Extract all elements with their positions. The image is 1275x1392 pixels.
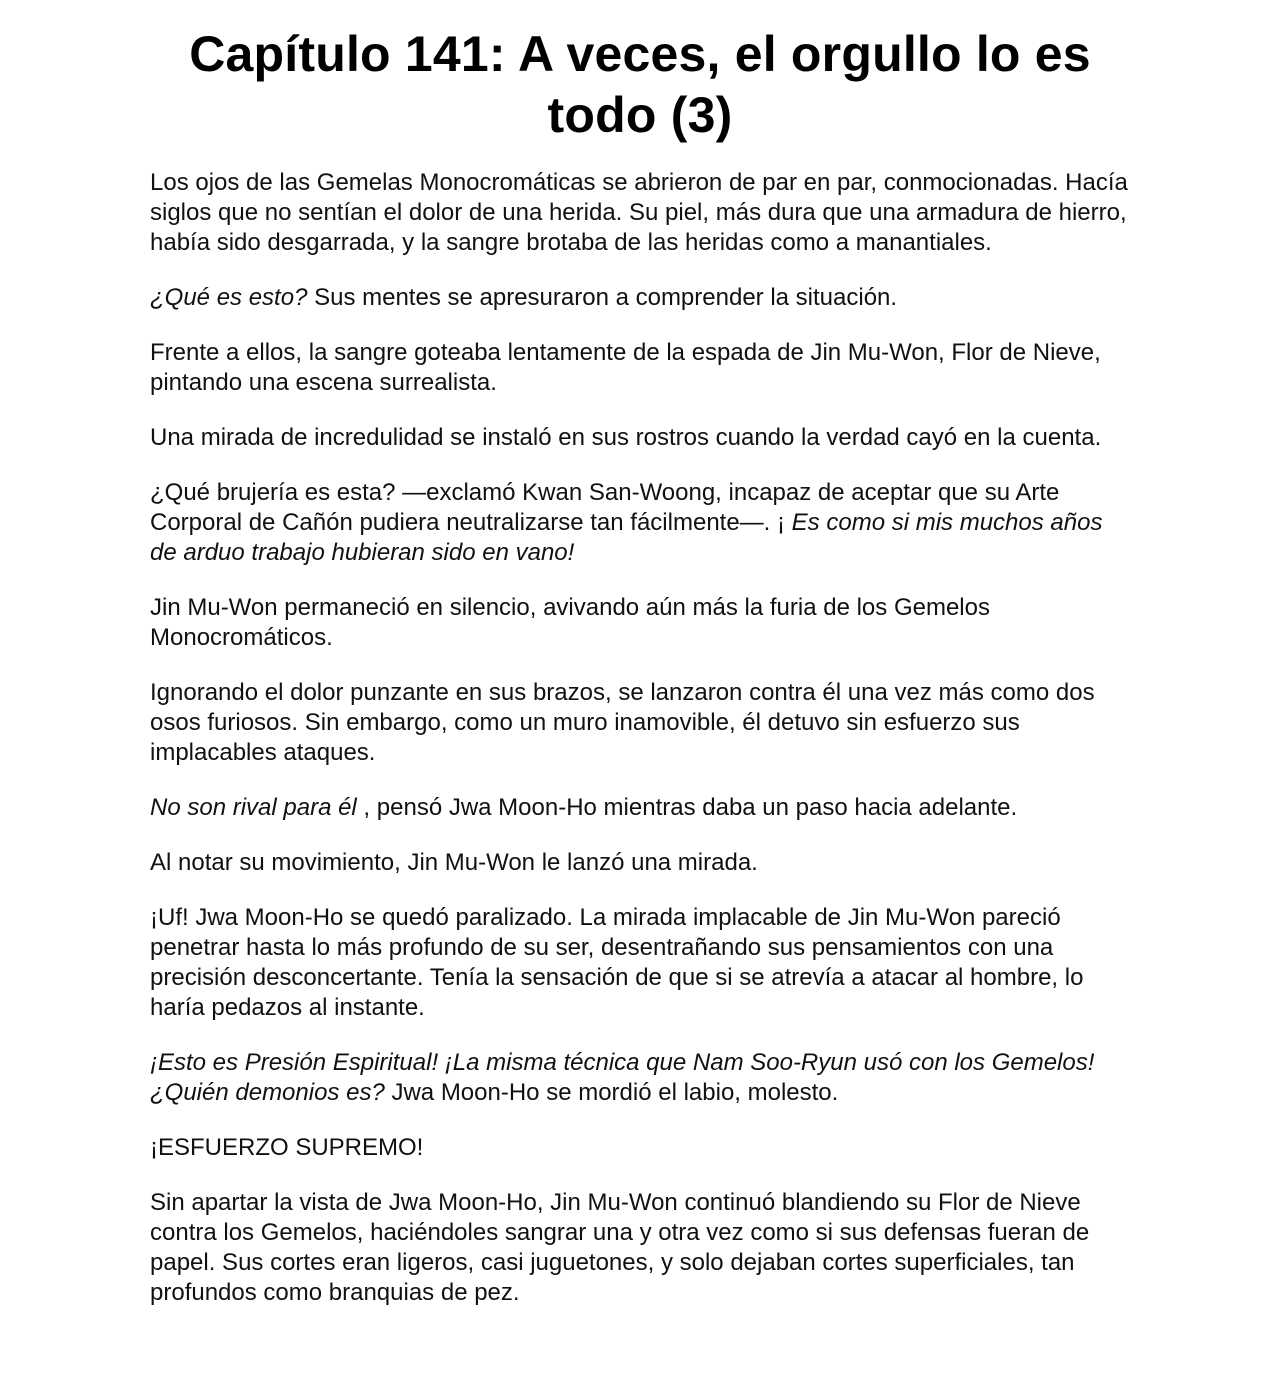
paragraph-5-thought: Es como si mis muchos años de arduo trabajo hubieran sido en vano! xyxy=(150,509,1103,566)
paragraph-11 xyxy=(150,1048,1130,1108)
document-page xyxy=(150,24,1130,1308)
paragraph-2-thought: ¿Qué es esto? xyxy=(150,284,308,311)
paragraph-5-dialogue: ¿Qué brujería es esta? —exclamó Kwan San-Woong, incapaz de aceptar que su Arte Corporal de Cañón pudiera neutralizarse tan fácilmente—. ¡ xyxy=(150,479,1060,536)
paragraph-11-text: Jwa Moon-Ho se mordió el labio, molesto. xyxy=(384,1079,839,1106)
paragraph-4: Una mirada de incredulidad se instaló en sus rostros cuando la verdad cayó en la cuenta. xyxy=(150,424,1102,451)
paragraph-8 xyxy=(150,793,1130,823)
paragraph-2-text: Sus mentes se apresuraron a comprender la situación. xyxy=(307,284,898,311)
paragraph-7: Ignorando el dolor punzante en sus brazos, se lanzaron contra él una vez más como dos osos furiosos. Sin embargo, como un muro inamovible, él detuvo sin esfuerzo sus implacables ataques. xyxy=(150,679,1095,766)
paragraph-8-text: , pensó Jwa Moon-Ho mientras daba un paso hacia adelante. xyxy=(356,794,1018,821)
chapter-title-line-1: Capítulo 141: A veces, el orgullo lo es xyxy=(189,26,1091,82)
chapter-title xyxy=(150,24,1130,146)
paragraph-12: ¡ESFUERZO SUPREMO! xyxy=(150,1134,424,1161)
paragraph-2 xyxy=(150,283,1130,313)
paragraph-11-thought: ¡Esto es Presión Espiritual! ¡La misma técnica que Nam Soo-Ryun usó con los Gemelos! ¿Quién demonios es? xyxy=(150,1049,1095,1106)
paragraph-5 xyxy=(150,478,1130,568)
paragraph-3: Frente a ellos, la sangre goteaba lentamente de la espada de Jin Mu-Won, Flor de Nieve, pintando una escena surrealista. xyxy=(150,339,1101,396)
chapter-title-line-2: todo (3) xyxy=(547,87,733,143)
paragraph-10: ¡Uf! Jwa Moon-Ho se quedó paralizado. La mirada implacable de Jin Mu-Won pareció penetrar hasta lo más profundo de su ser, desentrañando sus pensamientos con una precisión desconcertante. Tenía la sensación de que si se atrevía a atacar al hombre, lo haría pedazos al instante. xyxy=(150,904,1084,1021)
paragraph-1: Los ojos de las Gemelas Monocromáticas se abrieron de par en par, conmocionadas. Hacía siglos que no sentían el dolor de una herida. Su piel, más dura que una armadura de hierro, había sido desgarrada, y la sangre brotaba de las heridas como a manantiales. xyxy=(150,169,1128,256)
paragraph-13: Sin apartar la vista de Jwa Moon-Ho, Jin Mu-Won continuó blandiendo su Flor de Nieve contra los Gemelos, haciéndoles sangrar una y otra vez como si sus defensas fueran de papel. Sus cortes eran ligeros, casi juguetones, y solo dejaban cortes superficiales, tan profundos como branquias de pez. xyxy=(150,1189,1090,1306)
paragraph-9: Al notar su movimiento, Jin Mu-Won le lanzó una mirada. xyxy=(150,849,758,876)
paragraph-6: Jin Mu-Won permaneció en silencio, avivando aún más la furia de los Gemelos Monocromáticos. xyxy=(150,594,990,651)
paragraph-8-thought: No son rival para él xyxy=(150,794,357,821)
